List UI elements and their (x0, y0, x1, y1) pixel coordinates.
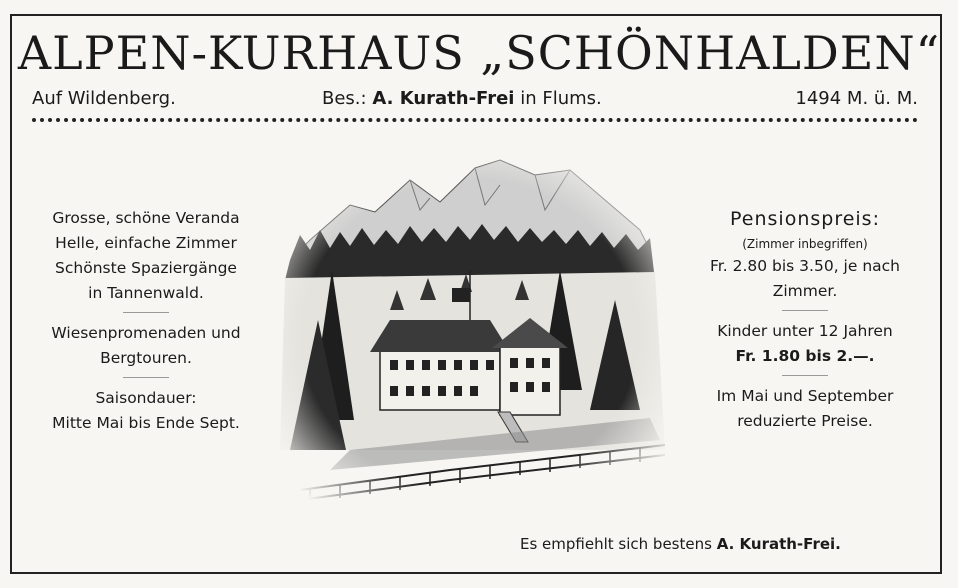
footer-line (520, 535, 841, 553)
pricing-note: (Zimmer inbegriffen) (742, 237, 868, 251)
separator (782, 310, 828, 311)
price-line: Kinder unter 12 Jahren (717, 322, 893, 340)
price-line: Zimmer. (772, 282, 838, 300)
season-dates: Mitte Mai bis Ende Sept. (52, 414, 240, 432)
owner-suffix: in Flums. (520, 88, 602, 109)
feature-line: in Tannenwald. (88, 284, 204, 302)
feature-line: Schönste Spaziergänge (55, 259, 237, 277)
owner-line (322, 88, 602, 109)
separator (123, 312, 169, 313)
feature-line: Helle, einfache Zimmer (55, 234, 237, 252)
feature-line: Bergtouren. (100, 349, 192, 367)
owner-prefix: Bes.: (322, 88, 367, 109)
features-column (30, 206, 262, 436)
page-title: ALPEN-KURHAUS „SCHÖNHALDEN“ (17, 26, 941, 80)
pricing-column (690, 204, 920, 434)
altitude-text: 1494 M. ü. M. (795, 88, 918, 109)
owner-name: A. Kurath-Frei (372, 88, 515, 109)
pricing-heading: Pensionspreis: (730, 208, 880, 230)
location-text: Auf Wildenberg. (32, 88, 176, 109)
price-line: Fr. 1.80 bis 2.—. (735, 347, 875, 365)
separator (782, 375, 828, 376)
season-label: Saisondauer: (95, 389, 197, 407)
price-line: reduzierte Preise. (737, 412, 873, 430)
kurhaus-illustration-image (270, 150, 670, 520)
footer-prefix: Es empfiehlt sich bestens (520, 535, 712, 553)
footer-name: A. Kurath-Frei. (716, 535, 841, 553)
separator (123, 377, 169, 378)
price-line: Fr. 2.80 bis 3.50, je nach (710, 257, 900, 275)
price-line: Im Mai und September (716, 387, 894, 405)
feature-line: Wiesenpromenaden und (51, 324, 241, 342)
dotted-divider (32, 118, 918, 122)
feature-line: Grosse, schöne Veranda (52, 209, 240, 227)
